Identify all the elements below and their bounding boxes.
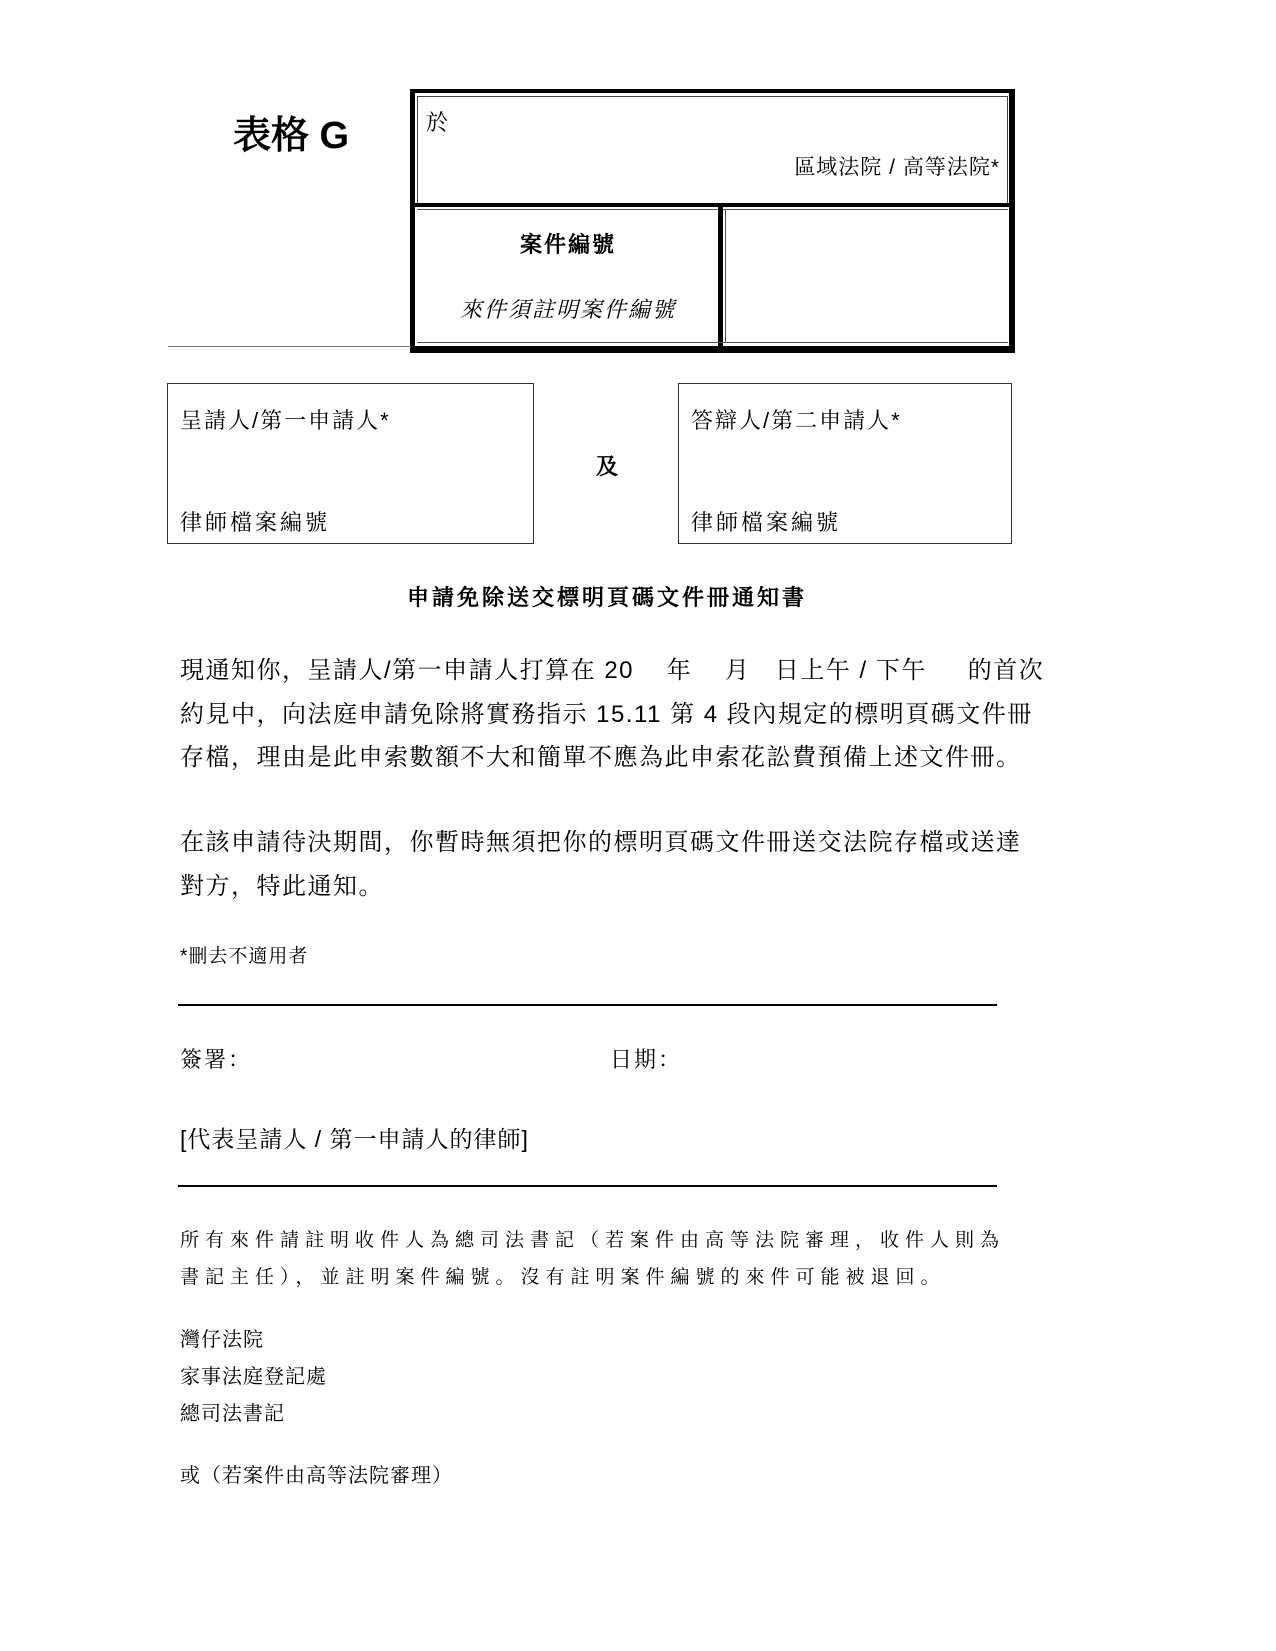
notice-heading: 申請免除送交標明頁碼文件冊通知書 bbox=[406, 585, 807, 610]
address-line: 灣仔法院 bbox=[180, 1329, 264, 1351]
correspondence-instruction-line: 所有來件請註明收件人為總司法書記（若案件由高等法院審理，收件人則為 bbox=[180, 1230, 1006, 1251]
parties-conjunction: 及 bbox=[596, 454, 619, 479]
respondent-label: 答辯人/第二申請人* bbox=[691, 408, 902, 433]
signature-top-rule bbox=[178, 1004, 997, 1006]
petitioner-label: 呈請人/第一申請人* bbox=[180, 408, 391, 433]
signature-label: 簽署： bbox=[180, 1047, 253, 1072]
delete-inapplicable-note: *刪去不適用者 bbox=[180, 946, 309, 967]
form-title: 表格 G bbox=[233, 115, 350, 157]
address-line: 家事法庭登記處 bbox=[180, 1366, 327, 1388]
case-number-divider-inner bbox=[725, 209, 726, 343]
alternative-address-note: 或（若案件由高等法院審理） bbox=[180, 1465, 453, 1487]
notice-para1-line: 現通知你，呈請人/第一申請人打算在 20 年 月 日上午 / 下午 的首次 bbox=[180, 657, 1045, 684]
petitioner-solicitor-ref-label: 律師檔案編號 bbox=[180, 510, 331, 535]
court-box-bottom-inner bbox=[417, 342, 1008, 343]
notice-para1-line: 約見中，向法庭申請免除將實務指示 15.11 第 4 段內規定的標明頁碼文件冊 bbox=[180, 701, 1033, 728]
respondent-solicitor-ref-label: 律師檔案編號 bbox=[691, 510, 842, 535]
court-at-label: 於 bbox=[426, 110, 449, 135]
notice-para2-line: 對方，特此通知。 bbox=[180, 873, 384, 900]
notice-para2-line: 在該申請待決期間，你暫時無須把你的標明頁碼文件冊送交法院存檔或送達 bbox=[180, 829, 1022, 856]
court-name-cell bbox=[417, 96, 1008, 204]
court-box-divider bbox=[415, 203, 1009, 207]
correspondence-instruction-line: 書記主任），並註明案件編號。沒有註明案件編號的來件可能被退回。 bbox=[180, 1267, 946, 1288]
on-behalf-of-label: [代表呈請人 / 第一申請人的律師] bbox=[180, 1126, 529, 1152]
case-number-note: 來件須註明案件編號 bbox=[459, 297, 676, 322]
case-number-divider bbox=[718, 207, 723, 346]
notice-para1-line: 存檔，理由是此申索數額不大和簡單不應為此申索花訟費預備上述文件冊。 bbox=[180, 744, 1022, 771]
court-box-divider-inner bbox=[417, 209, 1008, 210]
header-lead-line bbox=[168, 346, 411, 347]
case-number-label: 案件編號 bbox=[519, 232, 616, 257]
date-label: 日期： bbox=[610, 1047, 683, 1072]
signature-bottom-rule bbox=[178, 1185, 997, 1187]
court-names: 區域法院 / 高等法院* bbox=[794, 156, 1000, 179]
address-line: 總司法書記 bbox=[180, 1403, 285, 1425]
